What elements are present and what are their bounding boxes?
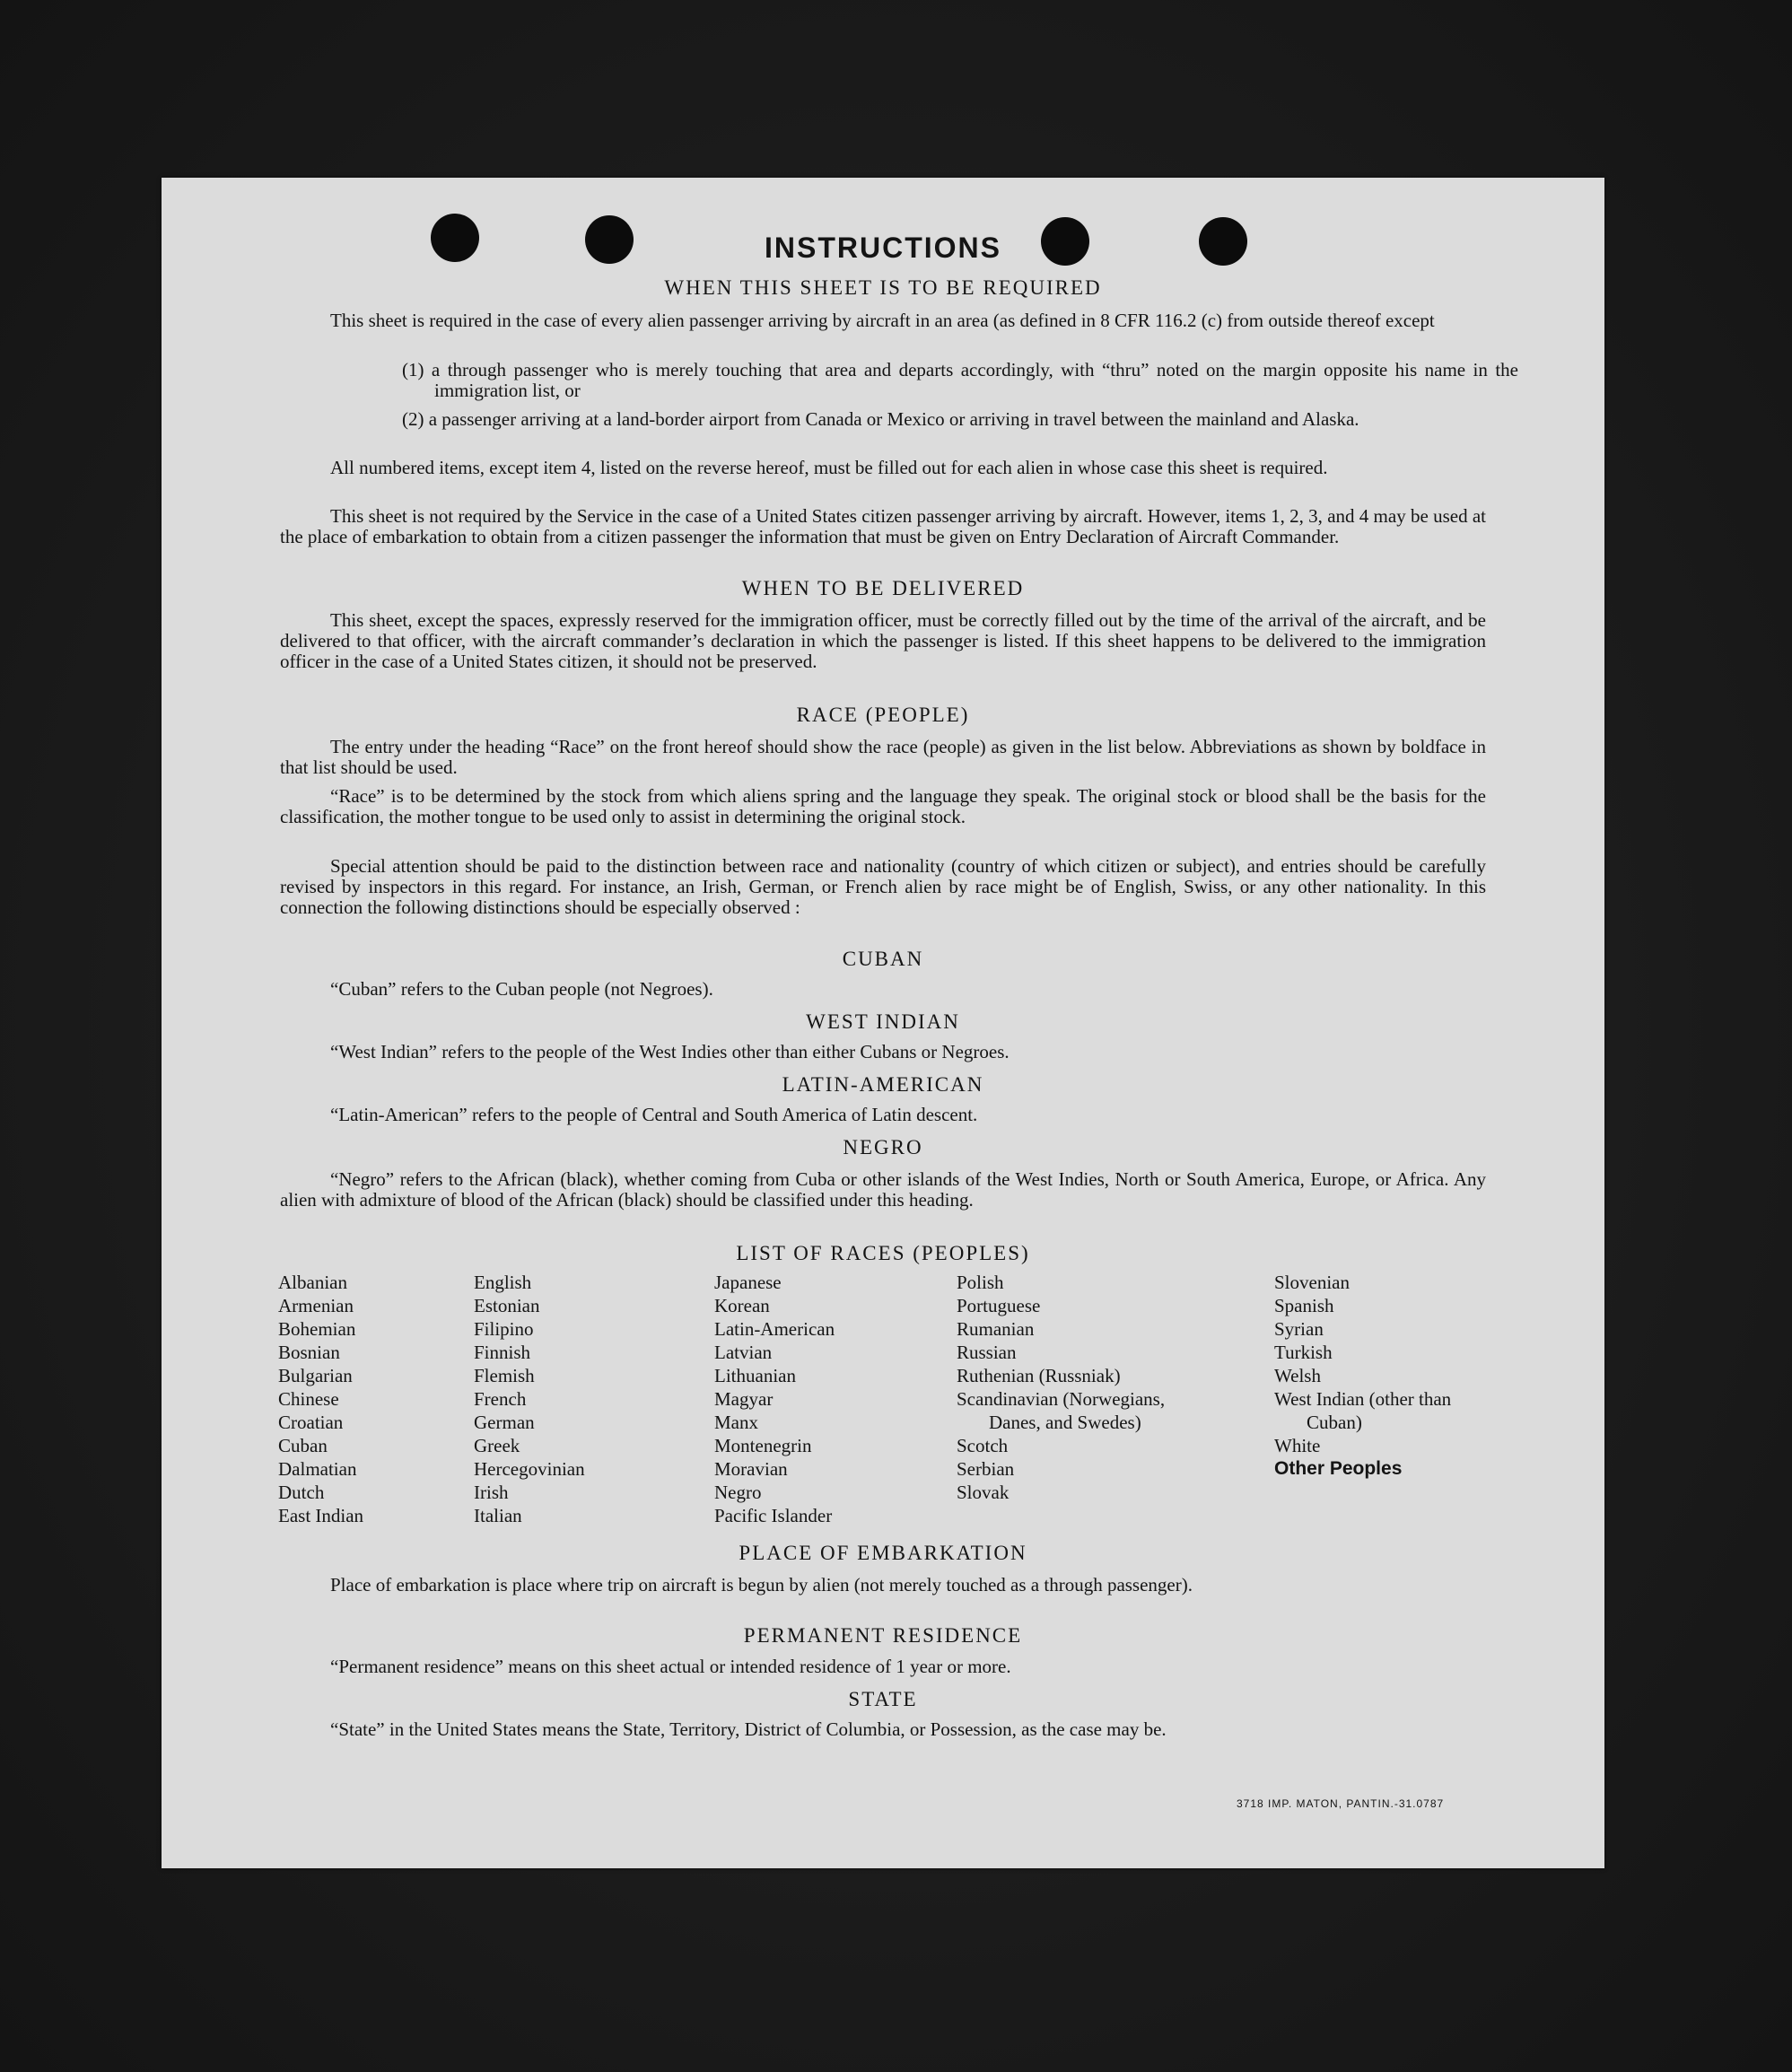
race-item: Bulgarian — [278, 1365, 353, 1386]
race-item: Latvian — [714, 1342, 773, 1363]
race-list-column-1 — [278, 1271, 363, 1527]
section-heading-negro: NEGRO — [843, 1136, 923, 1158]
paragraph: “Cuban” refers to the Cuban people (not Negroes). — [330, 978, 713, 1000]
race-item: Flemish — [474, 1365, 535, 1386]
paragraph: “Negro” refers to the African (black), whether coming from Cuba or other islands of the West Indies, North or South America, Europe, or Africa. Any alien with admixture of blood of the African (black) should be classified under this heading. — [280, 1168, 1486, 1211]
race-list-column-4 — [957, 1271, 1217, 1504]
paragraph: “State” in the United States means the State, Territory, District of Columbia, or Possession, as the case may be. — [330, 1718, 1167, 1740]
race-list-column-3 — [714, 1271, 835, 1527]
race-item: Dalmatian — [278, 1458, 357, 1480]
race-item: Slovak — [957, 1482, 1010, 1503]
exception-item: (1) a through passenger who is merely touching that area and departs accordingly, with “thru” noted on the margin opposite his name in the immigration list, or — [402, 359, 1518, 401]
race-item: French — [474, 1388, 527, 1410]
race-item: Estonian — [474, 1295, 540, 1316]
race-item: Manx — [714, 1412, 758, 1433]
race-item: Polish — [957, 1272, 1004, 1293]
race-item: Turkish — [1274, 1342, 1333, 1363]
race-item: Magyar — [714, 1388, 774, 1410]
race-item: Moravian — [714, 1458, 788, 1480]
paragraph: The entry under the heading “Race” on the front hereof should show the race (people) as given in the list below. Abbreviations as shown by boldface in that list should be used. — [280, 736, 1486, 778]
paragraph: This sheet is required in the case of every alien passenger arriving by aircraft in an area (as defined in 8 CFR 116.2 (c) from outside thereof except — [330, 310, 1435, 331]
instruction-sheet — [162, 178, 1604, 1868]
race-item: Albanian — [278, 1272, 347, 1293]
paragraph: Special attention should be paid to the distinction between race and nationality (country of which citizen or subject), and entries should be carefully revised by inspectors in this regard. For instance, an Irish, German, or French alien by race might be of English, Swiss, or any other nationality. In this connection the following distinctions should be especially observed : — [280, 855, 1486, 918]
race-item: German — [474, 1412, 535, 1433]
paragraph: “Race” is to be determined by the stock from which aliens spring and the language they speak. The original stock or blood shall be the basis for the classification, the mother tongue to be used only to assist in determining the original stock. — [280, 785, 1486, 827]
section-heading-west-indian: WEST INDIAN — [806, 1010, 960, 1033]
paragraph: “Latin-American” refers to the people of Central and South America of Latin descent. — [330, 1104, 978, 1125]
paragraph: All numbered items, except item 4, listed on the reverse hereof, must be filled out for each alien in whose case this sheet is required. — [330, 457, 1328, 478]
race-item: Serbian — [957, 1458, 1015, 1480]
race-item: Lithuanian — [714, 1365, 796, 1386]
race-item: Cuban — [278, 1435, 328, 1456]
race-list-column-2 — [474, 1271, 585, 1527]
race-item: Dutch — [278, 1482, 325, 1503]
race-item: Japanese — [714, 1272, 782, 1293]
section-heading-delivered: WHEN TO BE DELIVERED — [741, 577, 1025, 599]
race-item: Spanish — [1274, 1295, 1334, 1316]
race-item: Finnish — [474, 1342, 531, 1363]
section-heading-race: RACE (PEOPLE) — [796, 704, 970, 726]
race-item: Syrian — [1274, 1318, 1324, 1340]
paragraph: This sheet, except the spaces, expressly reserved for the immigration officer, must be correctly filled out by the time of the arrival of the aircraft, and be delivered to that officer, with the aircraft commander’s declaration in which the passenger is listed. If this sheet happens to be delivered to the immigration officer in the case of a United States citizen, it should not be preserved. — [280, 609, 1486, 672]
race-item: Hercegovinian — [474, 1458, 585, 1480]
race-item: Greek — [474, 1435, 520, 1456]
race-item: Bohemian — [278, 1318, 356, 1340]
race-item: Latin-American — [714, 1318, 835, 1340]
race-item: Korean — [714, 1295, 770, 1316]
race-item: Scandinavian (Norwegians, Danes, and Swedes) — [957, 1388, 1166, 1433]
page-title: INSTRUCTIONS — [765, 232, 1001, 264]
race-item: Pacific Islander — [714, 1505, 833, 1526]
race-item: Bosnian — [278, 1342, 340, 1363]
race-item: Ruthenian (Russniak) — [957, 1365, 1121, 1386]
race-item: Negro — [714, 1482, 762, 1503]
printer-mark: 3718 IMP. MATON, PANTIN.-31.0787 — [1237, 1797, 1445, 1810]
race-item: English — [474, 1272, 532, 1293]
race-item: Filipino — [474, 1318, 534, 1340]
paragraph: This sheet is not required by the Service in the case of a United States citizen passenger arriving by aircraft. However, items 1, 2, 3, and 4 may be used at the place of embarkation to obtain from a citizen passenger the information that must be given on Entry Declaration of Aircraft Commander. — [280, 505, 1486, 547]
race-item: Irish — [474, 1482, 509, 1503]
section-heading-latin-american: LATIN-AMERICAN — [782, 1073, 984, 1096]
race-item: Slovenian — [1274, 1272, 1350, 1293]
race-item: Montenegrin — [714, 1435, 812, 1456]
race-item: Chinese — [278, 1388, 339, 1410]
race-item: White — [1274, 1435, 1321, 1456]
section-heading-state: STATE — [848, 1688, 918, 1710]
race-list-column-5 — [1274, 1271, 1490, 1481]
section-heading-residence: PERMANENT RESIDENCE — [743, 1624, 1023, 1647]
race-item: West Indian (other than Cuban) — [1274, 1388, 1452, 1433]
exception-item: (2) a passenger arriving at a land-border airport from Canada or Mexico or arriving in travel between the mainland and Alaska. — [402, 408, 1359, 430]
race-item: Other Peoples — [1274, 1458, 1403, 1479]
race-item: Portuguese — [957, 1295, 1041, 1316]
section-heading-embarkation: PLACE OF EMBARKATION — [739, 1542, 1027, 1564]
race-item: Russian — [957, 1342, 1017, 1363]
paragraph: “Permanent residence” means on this sheet actual or intended residence of 1 year or more. — [330, 1656, 1011, 1677]
section-heading-required: WHEN THIS SHEET IS TO BE REQUIRED — [664, 276, 1102, 299]
paragraph: “West Indian” refers to the people of the West Indies other than either Cubans or Negroes. — [330, 1041, 1010, 1062]
race-item: Rumanian — [957, 1318, 1035, 1340]
race-item: Scotch — [957, 1435, 1009, 1456]
race-item: Armenian — [278, 1295, 354, 1316]
race-item: Croatian — [278, 1412, 344, 1433]
race-item: Welsh — [1274, 1365, 1321, 1386]
section-heading-list: LIST OF RACES (PEOPLES) — [736, 1242, 1030, 1264]
section-heading-cuban: CUBAN — [842, 948, 924, 970]
paragraph: Place of embarkation is place where trip on aircraft is begun by alien (not merely touched as a through passenger). — [330, 1574, 1193, 1596]
race-item: East Indian — [278, 1505, 364, 1526]
race-item: Italian — [474, 1505, 522, 1526]
